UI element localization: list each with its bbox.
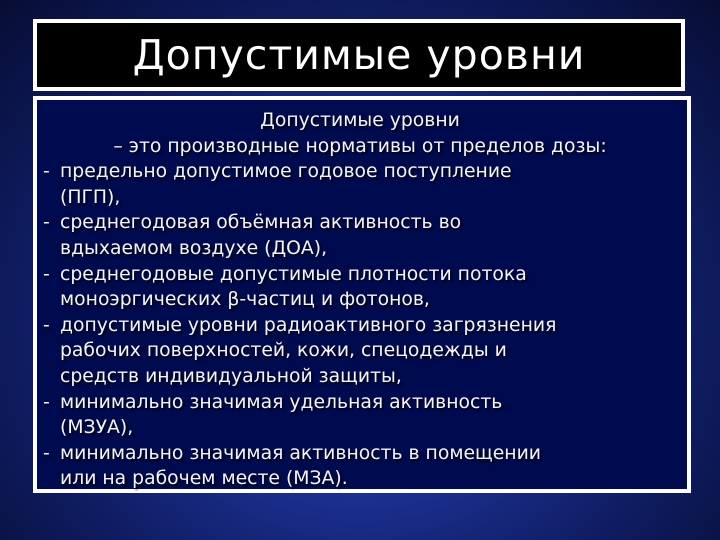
list-item-text: рабочих поверхностей, кожи, спецодежды и: [60, 340, 507, 362]
list-item-flux-density: [43, 262, 677, 313]
list-item-doa: [43, 210, 677, 261]
list-item-text: средств индивидуальной защиты,: [60, 365, 402, 387]
title-box: [33, 19, 685, 91]
bullet-dash: -: [43, 263, 50, 285]
bullet-dash: -: [43, 161, 50, 183]
list-item-text: (МЗУА),: [60, 417, 134, 439]
list-item-text: минимально значимая удельная активность: [60, 391, 503, 413]
list-item-text: допустимые уровни радиоактивного загрязнения: [60, 314, 557, 336]
list-item-text: (ПГП),: [60, 186, 121, 208]
slide-title: Допустимые уровни: [132, 31, 586, 79]
list-item-text: минимально значимая активность в помещении: [60, 442, 541, 464]
list-item-mza: [43, 441, 677, 492]
list-item-pgp: [43, 159, 677, 210]
list-item-text: среднегодовая объёмная активность во: [60, 212, 462, 234]
list-item-text: или на рабочем месте (МЗА).: [60, 468, 348, 490]
content-box: [33, 96, 691, 493]
bullet-dash: -: [43, 314, 50, 336]
bullet-dash: -: [43, 212, 50, 234]
list-item-text: моноэргических β-частиц и фотонов,: [60, 289, 430, 311]
list-item-contamination: [43, 313, 677, 390]
bullet-dash: -: [43, 391, 50, 413]
list-item-text: предельно допустимое годовое поступление: [60, 161, 512, 183]
content-subheading: – это производные нормативы от пределов дозы:: [113, 135, 607, 157]
list-item-text: среднегодовые допустимые плотности потока: [60, 263, 527, 285]
list-item-text: вдыхаемом воздухе (ДОА),: [60, 237, 328, 259]
content-heading: Допустимые уровни: [260, 110, 460, 131]
list-item-mzua: [43, 390, 677, 441]
bullet-dash: -: [43, 442, 50, 464]
